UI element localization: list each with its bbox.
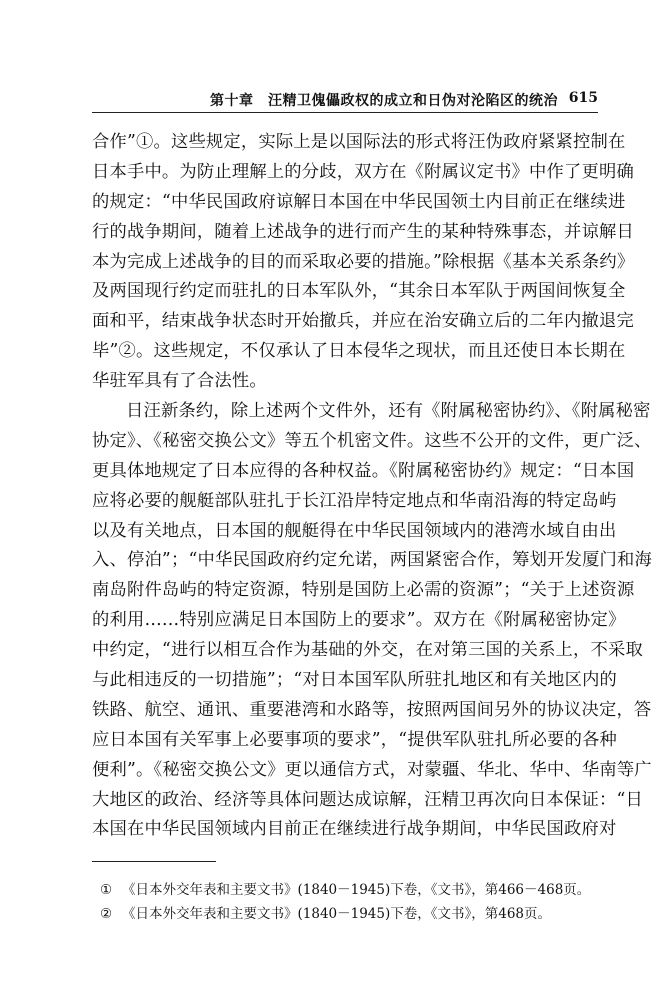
footnote-divider (92, 861, 216, 862)
text-line: 华驻军具有了合法性。 (92, 371, 267, 392)
footnote-text: 《日本外交年表和主要文书》(1840－1945)下卷，《文书》，第468页。 (122, 906, 552, 922)
footnote (92, 878, 598, 902)
text-line: 的规定：“中华民国政府谅解日本国在中华民国领土内目前正在继续进 (92, 191, 626, 212)
text-line: 应日本国有关军事上必要事项的要求”，“提供军队驻扎所必要的各种 (92, 729, 618, 750)
text-line: 南岛附件岛屿的特定资源，特别是国防上必需的资源”；“关于上述资源 (92, 580, 635, 601)
footnote-text: 《日本外交年表和主要文书》(1840－1945)下卷，《文书》，第466－468页。 (122, 882, 591, 898)
text-line: 及两国现行约定而驻扎的日本军队外，“其余日本军队于两国间恢复全 (92, 281, 626, 302)
text-line: 毕”②。这些规定，不仅承认了日本侵华之现状，而且还使日本长期在 (92, 341, 626, 362)
text-line: 日汪新条约，除上述两个文件外，还有《附属秘密协约》、《附属秘密 (126, 401, 651, 422)
text-line: 以及有关地点，日本国的舰艇得在中华民国领域内的港湾水域自由出 (92, 520, 617, 541)
text-line: 合作”①。这些规定，实际上是以国际法的形式将汪伪政府紧紧控制在 (92, 132, 626, 152)
text-line: 日本手中。为防止理解上的分歧，双方在《附属议定书》中作了更明确 (92, 161, 634, 182)
chapter-title: 第十章 汪精卫傀儡政权的成立和日伪对沦陷区的统治 (210, 93, 558, 109)
footnote-marker: ② (100, 906, 113, 922)
text-line: 入、停泊”；“中华民国政府约定允诺，两国紧密合作，筹划开发厦门和海 (92, 550, 652, 571)
text-line: 大地区的政治、经济等具体问题达成谅解，汪精卫再次向日本保证：“日 (92, 789, 643, 810)
footnotes (92, 878, 598, 926)
text-line: 面和平，结束战争状态时开始撤兵，并应在治安确立后的二年内撤退完 (92, 311, 634, 332)
page-number: 615 (568, 90, 598, 106)
text-line: 中约定，“进行以相互合作为基础的外交，在对第三国的关系上，不采取 (92, 640, 643, 661)
text-line: 便利”。《秘密交换公文》更以通信方式，对蒙疆、华北、华中、华南等广 (92, 759, 652, 780)
running-header (92, 88, 598, 113)
text-line: 协定》、《秘密交换公文》等五个机密文件。这些不公开的文件，更广泛、 (92, 430, 652, 451)
footnote-marker: ① (100, 882, 113, 898)
text-line: 本为完成上述战争的目的而采取必要的措施。”除根据《基本关系条约》 (92, 251, 635, 272)
text-line: 的利用……特别应满足日本国防上的要求”。双方在《附属秘密协定》 (92, 610, 626, 631)
body-text (92, 128, 652, 845)
text-line: 行的战争期间，随着上述战争的进行而产生的某种特殊事态，并谅解日 (92, 221, 634, 242)
text-line: 与此相违反的一切措施”；“对日本国军队所驻扎地区和有关地区内的 (92, 670, 618, 691)
text-line: 铁路、航空、通讯、重要港湾和水路等，按照两国间另外的协议决定，答 (92, 699, 652, 720)
footnote (92, 902, 598, 926)
text-line: 应将必要的舰艇部队驻扎于长江沿岸特定地点和华南沿海的特定岛屿 (92, 490, 617, 511)
text-line: 本国在中华民国领域内目前正在继续进行战争期间，中华民国政府对 (92, 819, 617, 840)
text-line: 更具体地规定了日本应得的各种权益。《附属秘密协约》规定：“日本国 (92, 460, 635, 481)
